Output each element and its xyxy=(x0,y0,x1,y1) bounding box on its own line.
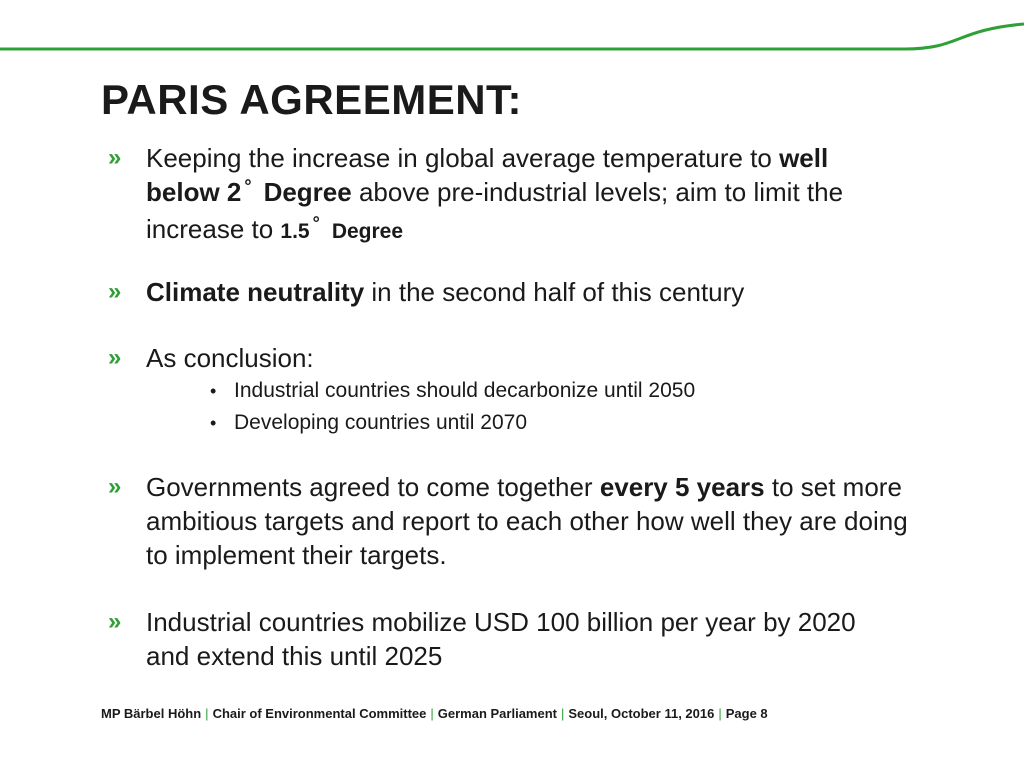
sub-item-text: Industrial countries should decarbonize until 2050 xyxy=(234,379,696,402)
text-part: to set more ambitious targets and report to each other how well they are doing to implement their targets. xyxy=(146,472,908,570)
bullet-climate-neutrality xyxy=(108,275,908,309)
text-bold: well below 2 xyxy=(146,143,829,207)
bullet-text xyxy=(146,275,908,309)
text-bold: every 5 years xyxy=(599,472,765,502)
sub-list-item xyxy=(210,407,695,439)
bullet-marker-icon: » xyxy=(108,344,122,371)
text-bold: 1.5 xyxy=(280,220,310,243)
footer-speaker: MP Bärbel Höhn xyxy=(101,706,202,721)
sub-bullet-icon: • xyxy=(210,381,217,401)
footer-separator: | xyxy=(560,706,565,721)
header-accent-line xyxy=(0,0,1024,70)
footer-separator: | xyxy=(430,706,434,721)
text-bold: Degree xyxy=(263,177,352,207)
bullet-governments-every-5-years xyxy=(108,470,908,572)
text-part: Keeping the increase in global average temperature to xyxy=(146,143,780,173)
footer-separator: | xyxy=(718,706,722,721)
bullet-text xyxy=(146,141,908,249)
bullet-marker-icon: » xyxy=(108,473,122,500)
sub-item-text: Developing countries until 2070 xyxy=(234,411,528,434)
bullet-temperature-goal xyxy=(108,141,908,249)
text-part: above pre-industrial levels; aim to limit the increase to xyxy=(146,177,844,244)
conclusion-sub-list xyxy=(210,375,695,439)
footer-organization: German Parliament xyxy=(437,706,557,721)
slide-footer xyxy=(101,706,768,721)
bullet-climate-finance xyxy=(108,605,868,673)
slide-title: PARIS AGREEMENT: xyxy=(101,76,523,123)
bullet-conclusion xyxy=(108,341,908,375)
sub-bullet-icon: • xyxy=(210,413,217,433)
bullet-marker-icon: » xyxy=(108,608,122,635)
bullet-marker-icon: » xyxy=(108,278,122,305)
bullet-text: As conclusion: xyxy=(146,343,314,373)
text-bold: Climate neutrality xyxy=(146,277,365,307)
bullet-text xyxy=(146,470,908,572)
footer-page-number: Page 8 xyxy=(725,706,768,721)
bullet-text: Industrial countries mobilize USD 100 billion per year by 2020 and extend this until 2025 xyxy=(146,607,856,671)
footer-location-date: Seoul, October 11, 2016 xyxy=(568,706,715,721)
text-part: in the second half of this century xyxy=(364,277,745,307)
degree-sign: ° xyxy=(312,213,320,233)
footer-role: Chair of Environmental Committee xyxy=(212,706,427,721)
sub-list-item xyxy=(210,375,695,407)
text-bold: Degree xyxy=(331,220,404,243)
footer-separator: | xyxy=(205,706,209,721)
degree-sign: ° xyxy=(244,176,252,196)
bullet-marker-icon: » xyxy=(108,144,122,171)
text-part: Governments agreed to come together xyxy=(146,472,600,502)
